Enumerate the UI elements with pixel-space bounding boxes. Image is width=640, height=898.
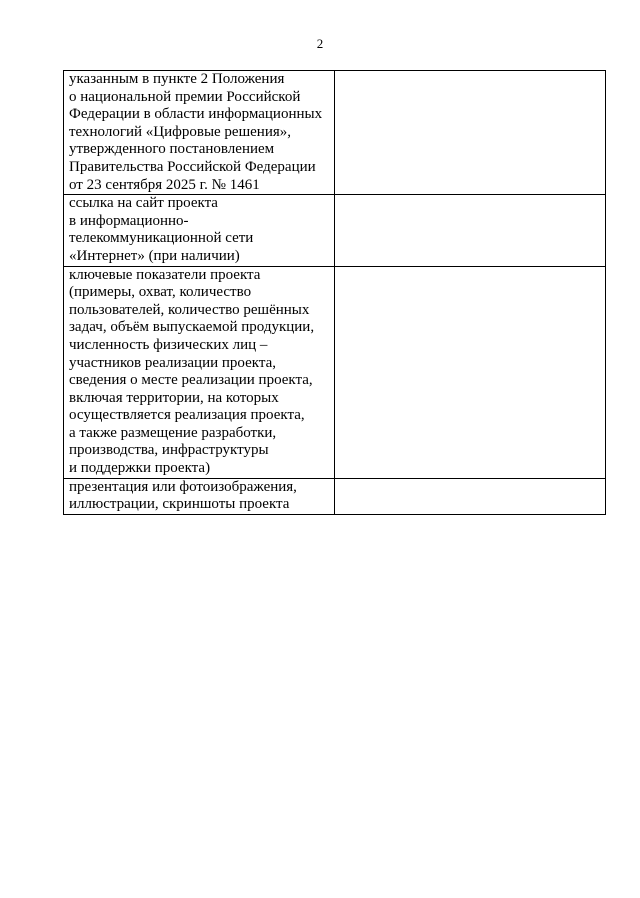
field-label-line: (примеры, охват, количество	[69, 284, 252, 301]
form-table	[63, 70, 606, 515]
table-row	[64, 71, 606, 195]
field-label-line: а также размещение разработки,	[69, 424, 277, 441]
field-label-line: включая территории, на которых	[69, 389, 279, 406]
field-label-line: пользователей, количество решённых	[69, 301, 310, 318]
field-label-line: ключевые показатели проекта	[69, 266, 261, 283]
table-row	[64, 478, 606, 514]
field-label-line: указанным в пункте 2 Положения	[69, 71, 285, 87]
field-label-line: презентация или фотоизображения,	[69, 478, 297, 495]
field-label-line: телекоммуникационной сети	[69, 230, 254, 247]
field-value-cell	[335, 266, 606, 478]
field-label-line: Правительства Российской Федерации	[69, 158, 316, 175]
field-label-cell	[64, 266, 335, 478]
field-label-line: участников реализации проекта,	[69, 354, 276, 371]
field-label-line: «Интернет» (при наличии)	[69, 247, 240, 264]
table-row	[64, 266, 606, 478]
page-number: 2	[316, 36, 324, 51]
field-label-line: ссылка на сайт проекта	[69, 195, 218, 212]
field-label-line: сведения о месте реализации проекта,	[69, 372, 313, 389]
field-label-line: задач, объём выпускаемой продукции,	[69, 319, 315, 336]
field-label-cell	[64, 195, 335, 266]
field-label-line: от 23 сентября 2025 г. № 1461	[69, 176, 260, 193]
field-label-line: технологий «Цифровые решения»,	[69, 123, 292, 140]
field-label-cell	[64, 478, 335, 514]
field-label-line: производства, инфраструктуры	[69, 442, 269, 459]
field-label-line: утвержденного постановлением	[69, 141, 275, 158]
field-label-line: численность физических лиц –	[69, 336, 268, 353]
field-label-line: в информационно-	[69, 212, 189, 229]
field-label-line: Федерации в области информационных	[69, 106, 323, 123]
field-label-line: иллюстрации, скриншоты проекта	[69, 496, 290, 513]
field-label-line: о национальной премии Российской	[69, 88, 301, 105]
field-label-line: осуществляется реализация проекта,	[69, 407, 305, 424]
field-value-cell	[335, 478, 606, 514]
field-value-cell	[335, 195, 606, 266]
field-label-line: и поддержки проекта)	[69, 460, 211, 477]
field-label-cell	[64, 71, 335, 195]
table-row	[64, 195, 606, 266]
field-value-cell	[335, 71, 606, 195]
